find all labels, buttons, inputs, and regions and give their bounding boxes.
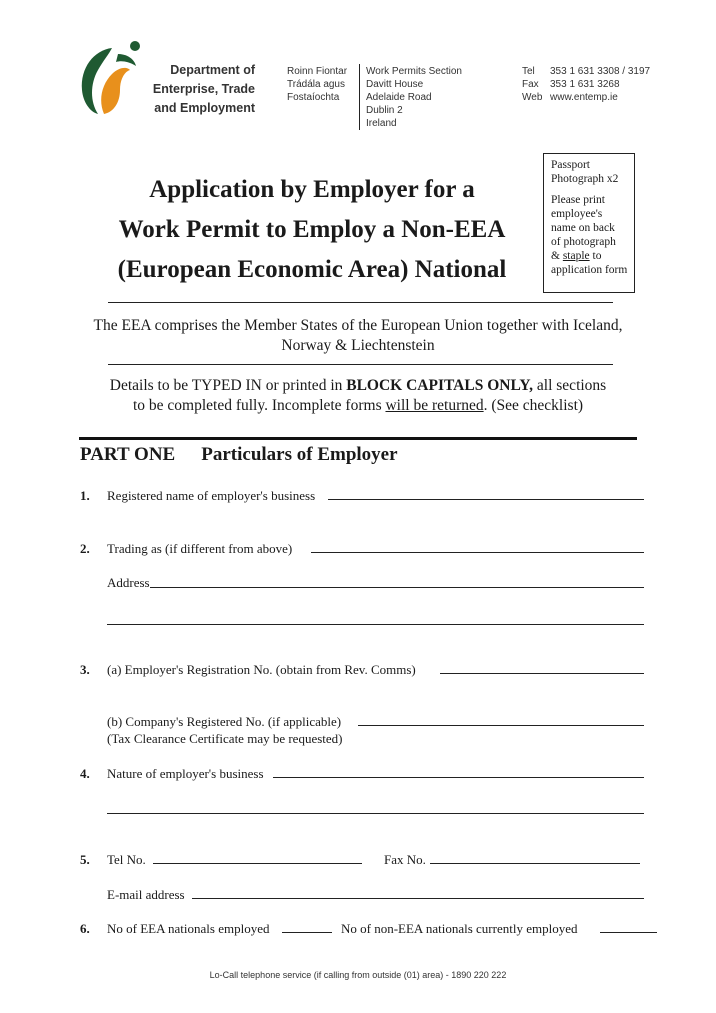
- field-6-number: 6.: [80, 921, 90, 936]
- fax-label: Fax No.: [384, 852, 426, 867]
- contact-labels: Tel Fax Web: [522, 66, 543, 103]
- tel-label: Tel No.: [107, 852, 146, 867]
- trading-as-label: Trading as (if different from above): [107, 541, 293, 556]
- nature-of-business-field-line-2[interactable]: [107, 813, 644, 814]
- eea-employed-label: No of EEA nationals employed: [107, 921, 270, 936]
- field-3-number: 3.: [80, 662, 90, 677]
- employer-reg-field[interactable]: [440, 673, 644, 674]
- email-label: E-mail address: [107, 887, 185, 902]
- field-2-number: 2.: [80, 541, 90, 556]
- postal-address: Work Permits Section Davitt House Adelaide Road Dublin 2 Ireland: [366, 66, 462, 129]
- address-label: Address: [107, 575, 150, 590]
- header-divider: [359, 64, 360, 130]
- company-reg-label: (b) Company's Registered No. (if applicable): [107, 714, 342, 729]
- tax-clearance-note: (Tax Clearance Certificate may be requested): [107, 731, 343, 746]
- part-heading: PART ONE Particulars of Employer: [80, 444, 398, 465]
- contact-values: 353 1 631 3308 / 3197 353 1 631 3268 www.entemp.ie: [550, 66, 651, 103]
- form-title: Application by Employer for a Work Permit to Employ a Non-EEA (European Economic Area) National: [117, 176, 507, 283]
- non-eea-employed-field[interactable]: [600, 932, 657, 933]
- address-field-line-2[interactable]: [107, 624, 644, 625]
- company-reg-field[interactable]: [358, 725, 644, 726]
- divider-top: [108, 302, 613, 303]
- field-1-number: 1.: [80, 488, 90, 503]
- nature-of-business-label: Nature of employer's business: [107, 766, 264, 781]
- business-name-label: Registered name of employer's business: [107, 488, 316, 503]
- employer-reg-label: (a) Employer's Registration No. (obtain from Rev. Comms): [107, 662, 416, 677]
- completion-instructions: Details to be TYPED IN or printed in BLOCK CAPITALS ONLY, all sections to be completed fully. Incomplete forms will be returned. (See checklist): [109, 377, 607, 414]
- passport-photo-box: Passport Photograph x2 Please print employee's name on back of photograph & staple to application form: [543, 153, 635, 293]
- divider-middle: [108, 364, 613, 365]
- business-name-field[interactable]: [328, 499, 644, 500]
- address-field-line-1[interactable]: [150, 587, 644, 588]
- footer-locall: Lo-Call telephone service (if calling from outside (01) area) - 1890 220 222: [209, 970, 507, 980]
- field-5-number: 5.: [80, 852, 90, 867]
- fax-field[interactable]: [430, 863, 640, 864]
- nature-of-business-field[interactable]: [273, 777, 644, 778]
- eea-definition: The EEA comprises the Member States of the European Union together with Iceland, Norway & Liechtenstein: [93, 317, 623, 354]
- tel-field[interactable]: [153, 863, 362, 864]
- email-field[interactable]: [192, 898, 644, 899]
- eea-employed-field[interactable]: [282, 932, 332, 933]
- non-eea-employed-label: No of non-EEA nationals currently employed: [341, 921, 578, 936]
- part-rule: [79, 437, 637, 440]
- field-4-number: 4.: [80, 766, 90, 781]
- trading-as-field[interactable]: [311, 552, 644, 553]
- irish-department-name: Roinn Fiontar Trádála agus Fostaíochta: [287, 66, 348, 103]
- department-name: Department of Enterprise, Trade and Employment: [152, 63, 255, 115]
